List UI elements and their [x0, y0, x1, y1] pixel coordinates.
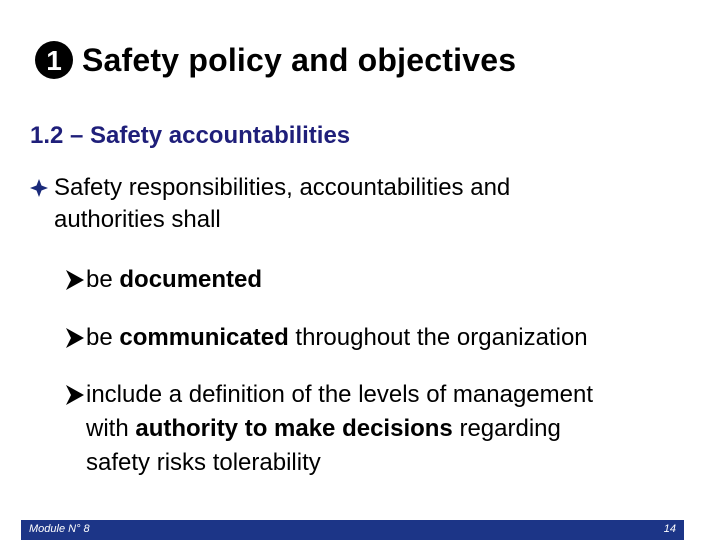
sub-bullet-line-2 [86, 412, 686, 446]
title-row [34, 40, 516, 80]
circled-one-icon [34, 40, 74, 80]
sub-bullet-text [86, 321, 686, 355]
sub-bullet-line-1: include a definition of the levels of management [86, 381, 593, 408]
sub-bullet-text-bold: communicated [119, 324, 289, 351]
arrow-bullet-icon [66, 270, 84, 290]
main-bullet-text [54, 172, 654, 236]
sub-bullet-text-pre: be [86, 266, 120, 293]
sub-bullet-text [86, 263, 686, 297]
arrow-bullet-icon [66, 385, 84, 405]
sub-bullet-line-3: safety risks tolerability [86, 449, 321, 476]
sub-bullet-line-2-post: regarding [452, 415, 561, 442]
sub-bullet-text-pre: be [86, 324, 120, 351]
sub-bullet-text-bold: documented [119, 266, 263, 293]
svg-text:1: 1 [46, 45, 62, 76]
footer-page-number: 14 [663, 523, 676, 535]
sub-bullet-text [86, 378, 686, 480]
arrow-bullet-icon [66, 328, 84, 348]
main-bullet-line-2: authorities shall [54, 206, 221, 233]
section-subtitle: 1.2 – Safety accountabilities [30, 122, 351, 149]
diamond-bullet-icon [30, 179, 48, 197]
sub-bullet-line-2-bold: authority to make decisions [135, 415, 453, 442]
sub-bullet-text-post: throughout the organization [288, 324, 588, 351]
footer-bar [21, 520, 684, 540]
sub-bullet-line-2-pre: with [86, 415, 136, 442]
main-bullet-line-1: Safety responsibilities, accountabilities and [54, 174, 511, 201]
slide-title: Safety policy and objectives [82, 42, 517, 78]
footer-module-label: Module N° 8 [29, 523, 90, 535]
